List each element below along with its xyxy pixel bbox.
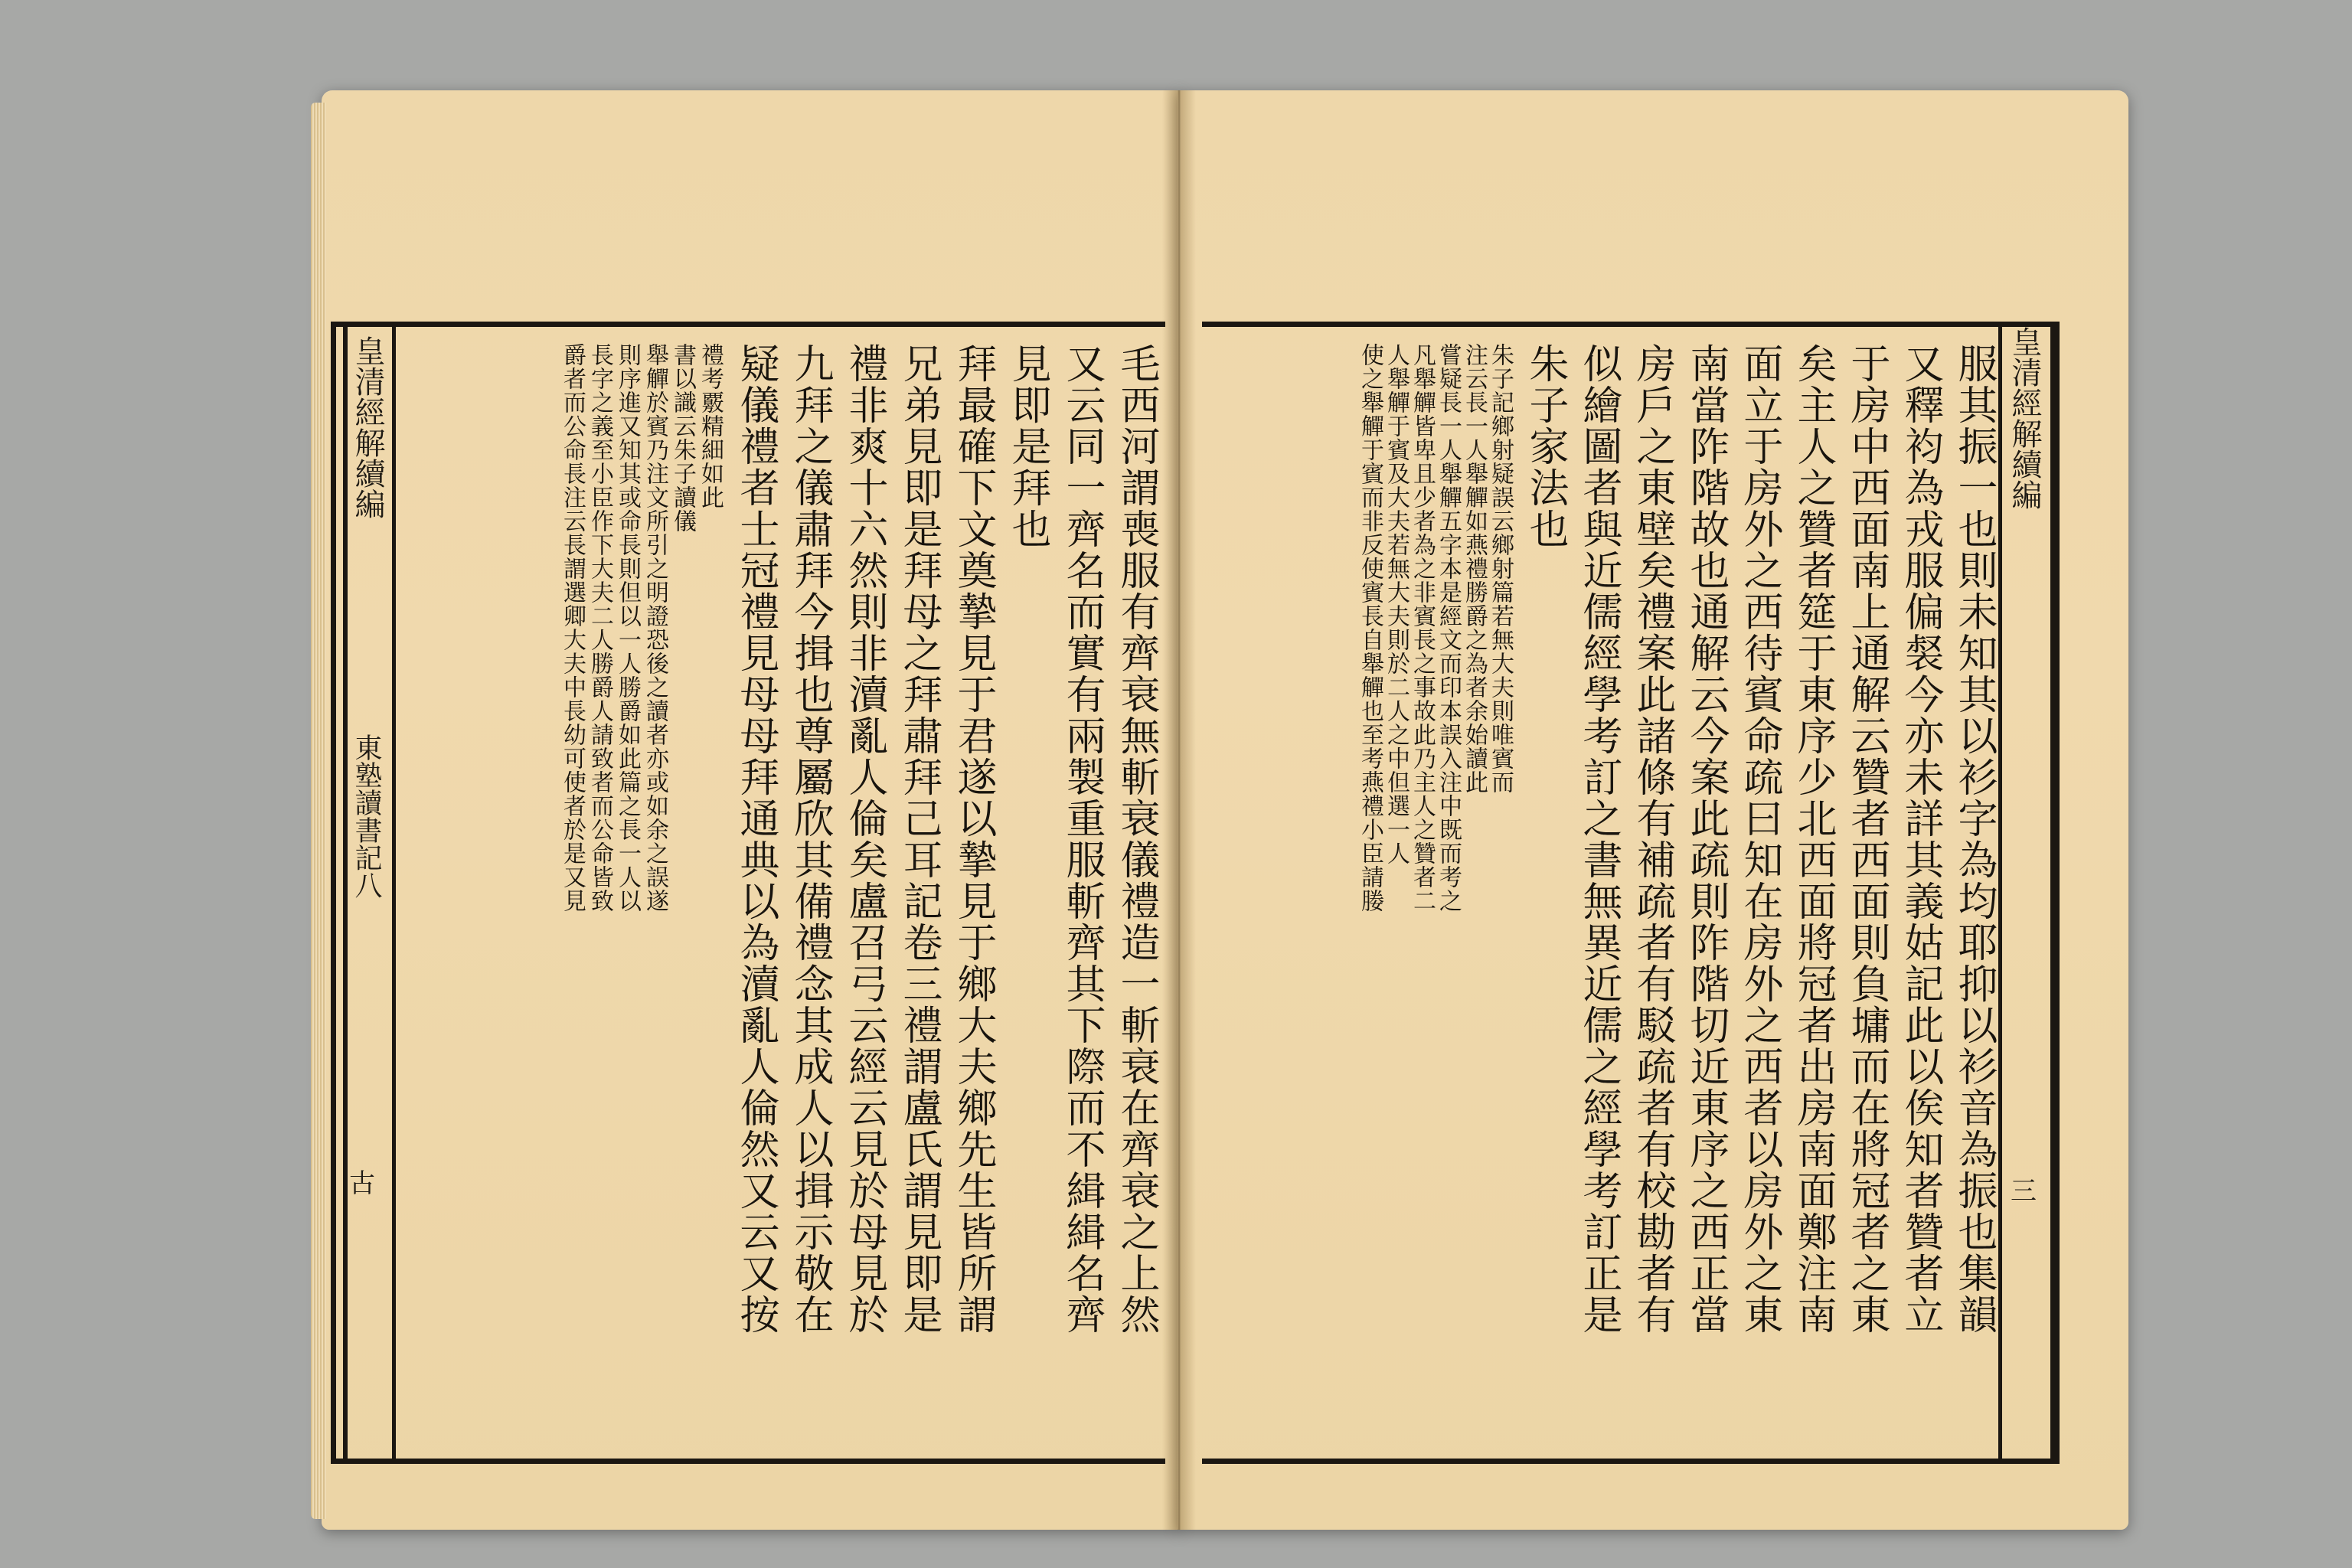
text-column: 禮非爽十六然則非瀆亂人倫矣盧召弓云經云見於母見於 <box>841 343 887 1335</box>
text-column: 服其振一也則未知其以衫字為均耶抑以衫音為振也集韻 <box>1951 343 1997 1335</box>
text-column: 爵者而公命長注云長謂選卿大夫中長幼可使者於是又見 <box>559 343 586 913</box>
text-column: 似繪圖者與近儒經學考訂之書無異近儒之經學考訂正是 <box>1576 343 1622 1335</box>
text-column: 舉觶於賓乃注文所引之明證恐後之讀者亦或如余之誤遂 <box>642 343 668 913</box>
text-column: 毛西河謂喪服有齊衰無斬衰儀禮造一斬衰在齊衰之上然 <box>1113 343 1159 1335</box>
left-margin-rule <box>343 322 348 1464</box>
text-column: 疑儀禮者士冠禮見母母拜通典以為瀆亂人倫然又云又按 <box>733 343 779 1335</box>
text-column: 房戶之東壁矣禮案此諸條有補疏者有駁疏者有校勘者有 <box>1629 343 1675 1335</box>
text-column: 書以識云朱子讀儀 <box>669 343 696 533</box>
open-book <box>322 90 2128 1530</box>
text-column: 嘗疑長一人舉觶五字本是經文而印本誤入注中既而考之 <box>1435 343 1462 913</box>
text-column: 長字之義至小臣作下大夫二人勝爵人請致者而公命皆致 <box>586 343 613 913</box>
text-column: 朱子記鄉射疑誤云鄉射篇若無大夫則唯賓而 <box>1487 343 1514 794</box>
text-column: 人舉觶于賓及大夫若無大夫則於二人之中但選一人 <box>1383 343 1410 865</box>
left-margin-title: 皇清經解續編 <box>350 335 385 519</box>
page-edges <box>311 103 326 1519</box>
text-column: 使之舉觶于賓而非反使賓長自舉觶也至考燕禮小臣請媵 <box>1357 343 1383 913</box>
right-page <box>1178 90 2128 1530</box>
right-margin-title: 皇清經解續編 <box>2007 326 2042 510</box>
text-column: 于房中西面南上通解云贊者西面則負墉而在將冠者之東 <box>1844 343 1890 1335</box>
left-folio: 古 <box>349 1168 375 1199</box>
text-column: 面立于房外之西待賓命疏曰知在房外之西者以房外之東 <box>1736 343 1782 1335</box>
text-column: 則序進又知其或命長則但以一人勝爵如此篇之長一人以 <box>614 343 641 913</box>
left-inner-rule <box>392 322 396 1464</box>
text-column: 拜最確下文奠摯見于君遂以摯見于鄉大夫鄉先生皆所謂 <box>950 343 996 1335</box>
text-column: 又釋袀為戎服偏裻今亦未詳其義姑記此以俟知者贊者立 <box>1897 343 1943 1335</box>
right-folio: 三 <box>2011 1176 2037 1207</box>
left-page <box>322 90 1181 1530</box>
text-column: 兄弟見即是拜母之拜肅拜己耳記卷三禮謂盧氏謂見即是 <box>896 343 942 1335</box>
text-column: 南當阼階故也通解云今案此疏則阼階切近東序之西正當 <box>1683 343 1729 1335</box>
text-column: 見即是拜也 <box>1004 343 1050 550</box>
text-column: 九拜之儀肅拜今揖也尊屬欣其備禮念其成人以揖示敬在 <box>787 343 833 1335</box>
right-inner-rule <box>1998 322 2002 1464</box>
text-column: 朱子家法也 <box>1522 343 1568 550</box>
book-gutter <box>1162 90 1196 1530</box>
text-column: 又云同一齊名而實有兩製重服斬齊其下際而不緝緝名齊 <box>1059 343 1105 1335</box>
text-column: 凡舉觶皆卑且少者為之非賓長之事故此乃主人之贊者二 <box>1409 343 1436 913</box>
text-column: 矣主人之贊者筵于東序少北西面將冠者出房南面鄭注南 <box>1790 343 1836 1335</box>
left-margin-subtitle: 東塾讀書記八 <box>351 733 382 899</box>
right-margin-rule <box>2050 322 2055 1464</box>
text-column: 注云長一人舉觶如燕禮勝爵之為者余始讀此 <box>1461 343 1488 794</box>
text-column: 禮考覈精細如此 <box>697 343 724 509</box>
